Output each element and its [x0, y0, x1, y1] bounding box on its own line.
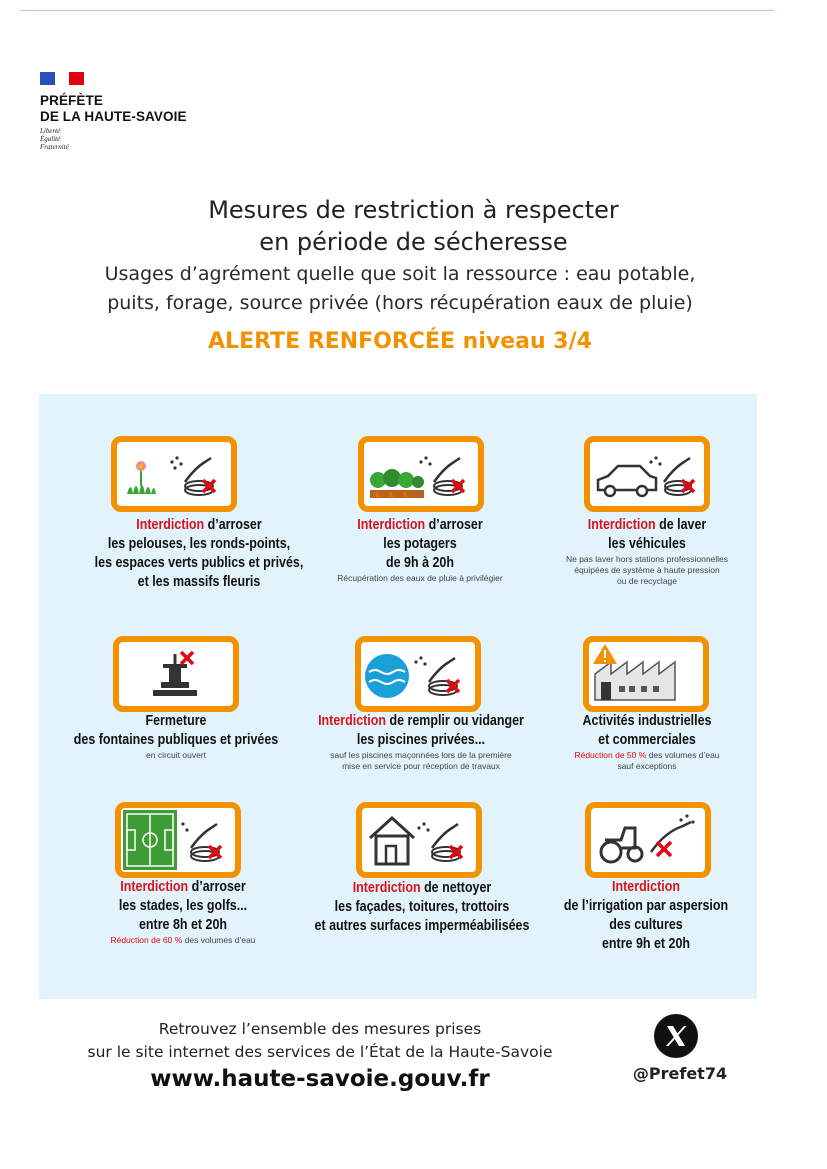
logo-line-2: DE LA HAUTE-SAVOIE — [40, 109, 187, 124]
measure-pools-line: les piscines privées... — [356, 732, 486, 748]
measure-pools-note: mise en service pour réception de travaux — [342, 761, 500, 771]
footer-url-link[interactable]: www.haute-savoie.gouv.fr — [150, 1066, 490, 1092]
car-wash-icon — [584, 436, 710, 512]
measure-fountains-note: en circuit ouvert — [146, 750, 206, 760]
top-divider — [20, 10, 774, 11]
measure-surfaces-line: et autres surfaces imperméabilisées — [314, 918, 530, 934]
measure-gardens-note: Récupération des eaux de pluie à privilégier — [337, 573, 503, 583]
republic-motto — [40, 127, 240, 151]
measure-industry-note: Réduction de 50 % des volumes d’eau — [574, 750, 720, 760]
measure-vehicles — [522, 516, 772, 587]
measure-gardens-line: de 9h à 20h — [386, 555, 454, 571]
logo-title — [40, 93, 240, 125]
measure-lawns-heading: Interdiction d’arroser — [136, 517, 262, 533]
measure-lawns-line: et les massifs fleuris — [137, 574, 261, 590]
measure-irrigation-line: entre 9h et 20h — [601, 936, 691, 952]
measure-stadiums-line: entre 8h et 20h — [138, 917, 228, 933]
motto-egalite: Égalité — [40, 135, 61, 143]
measure-lawns-line: les espaces verts publics et privés, — [94, 555, 304, 571]
footer-line-1: Retrouvez l’ensemble des mesures prises — [158, 1020, 482, 1038]
measure-irrigation-line: de l’irrigation par aspersion — [563, 898, 729, 914]
measure-stadiums-note: Réduction de 60 % des volumes d’eau — [110, 935, 256, 945]
measure-fountains — [51, 712, 301, 761]
measure-surfaces-heading: Interdiction de nettoyer — [352, 880, 492, 896]
alert-level-banner: ALERTE RENFORCÉE niveau 3/4 — [208, 329, 592, 354]
measure-surfaces-line: les façades, toitures, trottoirs — [334, 899, 510, 915]
logo-line-1: PRÉFÈTE — [40, 93, 103, 108]
motto-fraternite: Fraternité — [40, 143, 69, 151]
prefecture-logo — [40, 72, 240, 162]
measure-fountains-line: des fontaines publiques et privées — [73, 732, 279, 748]
measure-irrigation-heading: Interdiction — [612, 879, 680, 895]
measure-lawns — [74, 516, 324, 592]
measure-industry-line: et commerciales — [598, 732, 696, 748]
measure-vehicles-line: les véhicules — [608, 536, 686, 552]
x-logo-icon[interactable] — [654, 1014, 698, 1058]
subtitle-line-2: puits, forage, source privée (hors récupération eaux de pluie) — [107, 292, 693, 314]
measure-industry-note-2: sauf exceptions — [617, 761, 677, 771]
motto-liberte: Liberté — [40, 127, 61, 135]
measure-fountains-heading: Fermeture — [145, 713, 207, 729]
tractor-irrigation-icon — [585, 802, 711, 878]
measure-surfaces — [297, 879, 547, 936]
subtitle-line-1: Usages d’agrément quelle que soit la ressource : eau potable, — [104, 263, 696, 285]
lawn-watering-icon — [111, 436, 237, 512]
french-flag-icon — [40, 72, 84, 85]
page-title-line-1: Mesures de restriction à respecter — [208, 196, 619, 224]
page-title-line-2: en période de sécheresse — [259, 228, 568, 256]
factory-warning-icon — [583, 636, 709, 712]
stadium-icon — [115, 802, 241, 878]
measure-vehicles-note: Ne pas laver hors stations professionnelles — [565, 554, 729, 564]
measure-pools-heading: Interdiction de remplir ou vidanger — [318, 713, 524, 729]
footer-line-2: sur le site internet des services de l’État de la Haute-Savoie — [87, 1043, 553, 1061]
vegetable-garden-icon — [358, 436, 484, 512]
measure-industry-heading: Activités industrielles — [582, 713, 712, 729]
measure-irrigation — [521, 878, 771, 954]
pool-icon — [355, 636, 481, 712]
measure-vehicles-note: ou de recyclage — [616, 576, 677, 586]
measure-pools-note: sauf les piscines maçonnées lors de la première — [330, 750, 512, 760]
measure-vehicles-heading: Interdiction de laver — [587, 517, 707, 533]
measure-lawns-line: les pelouses, les ronds-points, — [107, 536, 291, 552]
measure-irrigation-line: des cultures — [609, 917, 683, 933]
fountain-icon — [113, 636, 239, 712]
measure-industry — [522, 712, 772, 772]
twitter-handle[interactable]: @Prefet74 — [632, 1064, 728, 1083]
measure-vehicles-note: équipées de système à haute pression — [574, 565, 720, 575]
measure-gardens — [295, 516, 545, 584]
house-cleaning-icon — [356, 802, 482, 878]
measure-stadiums-line: les stades, les golfs... — [118, 898, 248, 914]
measure-pools — [296, 712, 546, 772]
measure-gardens-line: les potagers — [383, 536, 457, 552]
measure-gardens-heading: Interdiction d’arroser — [357, 517, 483, 533]
measure-stadiums-heading: Interdiction d’arroser — [120, 879, 246, 895]
measure-stadiums — [58, 878, 308, 946]
